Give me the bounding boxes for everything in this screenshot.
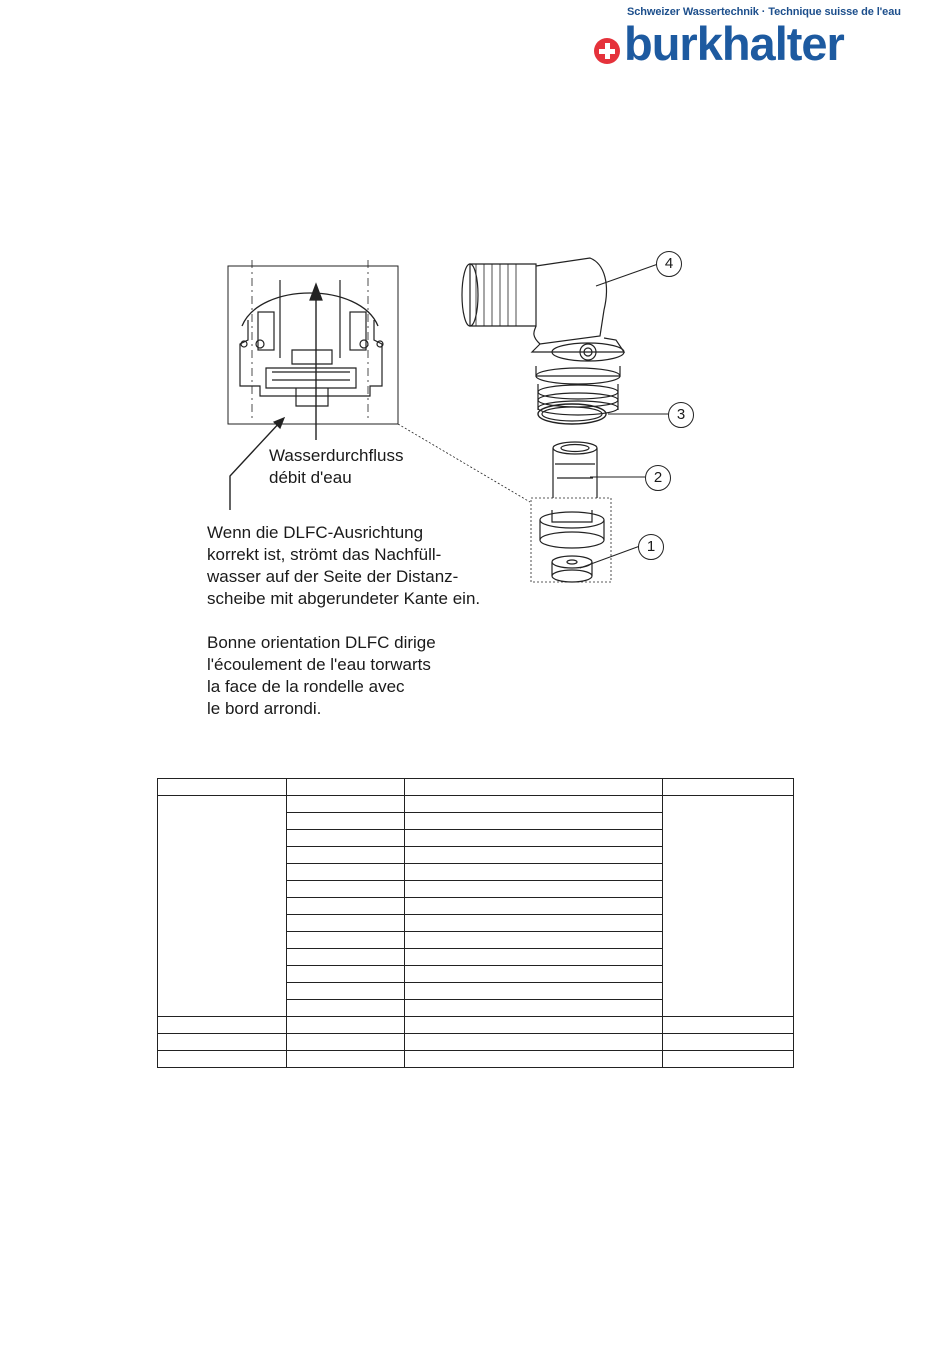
detail-box bbox=[228, 266, 398, 424]
swiss-cross-icon bbox=[594, 38, 620, 64]
parts-table bbox=[157, 778, 794, 1068]
flow-label-de: Wasserdurchfluss bbox=[269, 446, 404, 465]
table-cell bbox=[286, 915, 404, 932]
table-cell bbox=[286, 796, 404, 813]
table-cell bbox=[404, 983, 663, 1000]
table-header-row bbox=[158, 779, 794, 796]
text-line: korrekt ist, strömt das Nachfüll- bbox=[207, 545, 442, 564]
text-line: le bord arrondi. bbox=[207, 699, 322, 718]
table-cell bbox=[286, 779, 404, 796]
flow-label-fr: débit d'eau bbox=[269, 468, 352, 487]
table-cell bbox=[404, 847, 663, 864]
table-cell bbox=[286, 813, 404, 830]
table-cell bbox=[158, 1034, 287, 1051]
callout-3: 3 bbox=[668, 402, 694, 428]
table-cell bbox=[404, 898, 663, 915]
table-cell bbox=[404, 1034, 663, 1051]
table-cell bbox=[404, 796, 663, 813]
table-cell bbox=[158, 1051, 287, 1068]
table-cell bbox=[404, 830, 663, 847]
table-cell bbox=[158, 1017, 287, 1034]
flow-label bbox=[269, 445, 403, 489]
table-cell bbox=[286, 847, 404, 864]
text-line: scheibe mit abgerundeter Kante ein. bbox=[207, 589, 481, 608]
table-cell bbox=[404, 813, 663, 830]
text-line: Bonne orientation DLFC dirige bbox=[207, 633, 436, 652]
brand-wordmark: burkhalter bbox=[624, 17, 844, 70]
table-cell bbox=[404, 881, 663, 898]
table-cell bbox=[404, 779, 663, 796]
table-cell bbox=[404, 1051, 663, 1068]
table-cell bbox=[286, 1000, 404, 1017]
table-cell bbox=[404, 966, 663, 983]
table-cell bbox=[286, 966, 404, 983]
text-line: la face de la rondelle avec bbox=[207, 677, 405, 696]
table-cell bbox=[663, 796, 794, 1017]
text-line: Wenn die DLFC-Ausrichtung bbox=[207, 523, 424, 542]
callout-1: 1 bbox=[638, 534, 664, 560]
table-cell bbox=[404, 864, 663, 881]
table-cell bbox=[663, 1017, 794, 1034]
table-cell bbox=[286, 1034, 404, 1051]
table-cell bbox=[663, 779, 794, 796]
table-row bbox=[158, 1051, 794, 1068]
table-row bbox=[158, 1034, 794, 1051]
table-cell bbox=[286, 881, 404, 898]
table-cell bbox=[286, 1051, 404, 1068]
table-cell bbox=[286, 864, 404, 881]
table-cell bbox=[663, 1034, 794, 1051]
table-cell bbox=[158, 796, 287, 1017]
table-cell bbox=[286, 932, 404, 949]
table-cell bbox=[404, 932, 663, 949]
table-cell bbox=[286, 830, 404, 847]
table-row bbox=[158, 796, 794, 813]
table-cell bbox=[404, 949, 663, 966]
table-row bbox=[158, 1017, 794, 1034]
brand-tagline: Schweizer Wassertechnik · Technique suisse de l'eau bbox=[627, 6, 901, 18]
text-line: wasser auf der Seite der Distanz- bbox=[207, 567, 459, 586]
table-cell bbox=[286, 949, 404, 966]
text-line: l'écoulement de l'eau torwarts bbox=[207, 655, 431, 674]
table-cell bbox=[286, 983, 404, 1000]
instruction-french bbox=[207, 632, 436, 720]
table-cell bbox=[286, 1017, 404, 1034]
callout-4: 4 bbox=[656, 251, 682, 277]
instruction-german bbox=[207, 522, 480, 610]
table-cell bbox=[286, 898, 404, 915]
table-cell bbox=[158, 779, 287, 796]
table-cell bbox=[663, 1051, 794, 1068]
table-cell bbox=[404, 915, 663, 932]
table-cell bbox=[404, 1017, 663, 1034]
callout-2: 2 bbox=[645, 465, 671, 491]
table-cell bbox=[404, 1000, 663, 1017]
